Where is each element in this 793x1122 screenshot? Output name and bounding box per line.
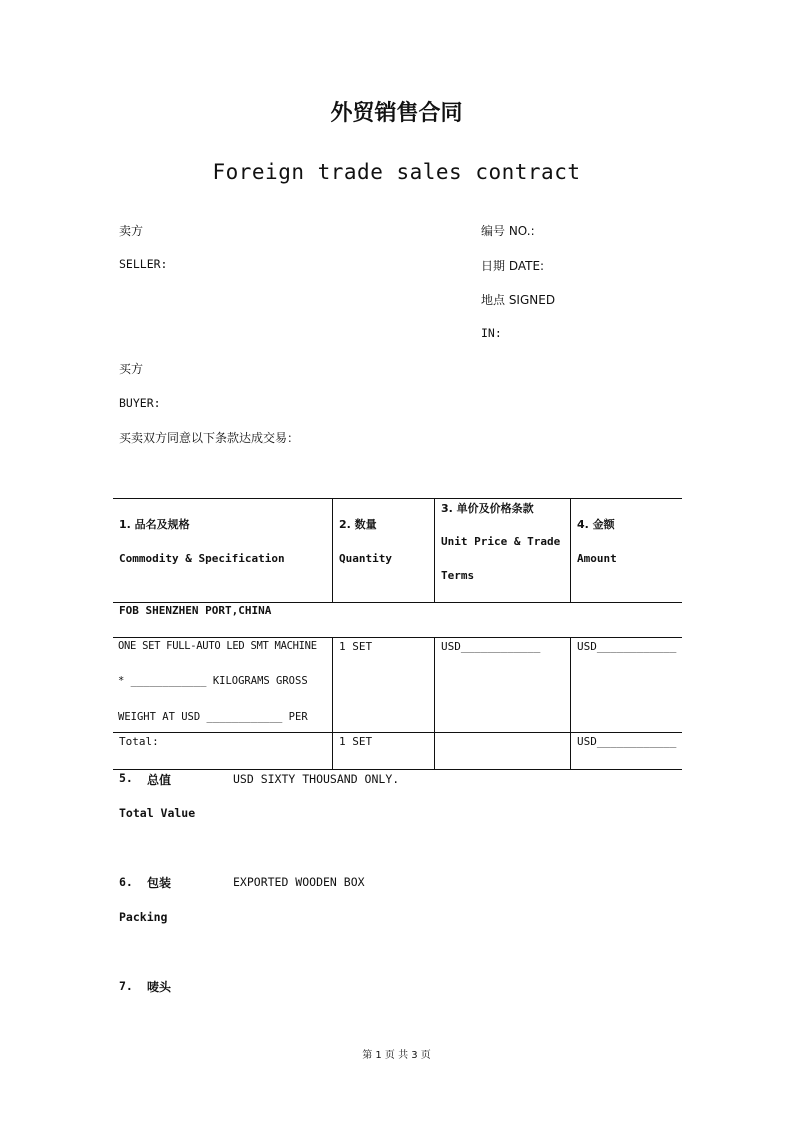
commodity-line-2: * ____________ KILOGRAMS GROSS — [118, 675, 308, 687]
buyer-label-en: BUYER: — [119, 396, 161, 410]
table-bottom-border — [113, 769, 682, 770]
agreement-text: 买卖双方同意以下条款达成交易： — [119, 431, 300, 445]
section7-number: 7. — [119, 979, 133, 993]
commodity-line-3: WEIGHT AT USD ____________ PER — [118, 711, 308, 723]
contract-no-label: 编号 NO.: — [481, 224, 535, 238]
section6-title-en: Packing — [119, 910, 168, 924]
section5-title-en: Total Value — [119, 806, 196, 820]
header-unit-price-en: Unit Price & Trade — [441, 535, 561, 548]
header-commodity-en: Commodity & Specification — [119, 552, 285, 565]
section6-value: EXPORTED WOODEN BOX — [233, 875, 365, 889]
table-top-border — [113, 498, 682, 499]
page-number-footer: 第 1 页 共 3 页 — [362, 1050, 431, 1061]
total-label: Total: — [119, 735, 159, 748]
quantity-value: 1 SET — [339, 640, 373, 653]
section5-value: USD SIXTY THOUSAND ONLY. — [233, 772, 400, 786]
table-col-divider — [332, 498, 333, 602]
table-fob-bottom-border — [113, 637, 682, 638]
seller-label-en: SELLER: — [119, 257, 168, 271]
signed-in-label: IN: — [481, 326, 502, 340]
header-quantity-en: Quantity — [339, 552, 392, 565]
header-amount-cn: 4. 金额 — [577, 518, 615, 531]
section5-title-cn: 总值 — [147, 773, 172, 787]
table-col-divider — [434, 498, 435, 602]
table-col-divider — [570, 498, 571, 602]
unit-price-value: USD____________ — [441, 640, 541, 653]
signed-at-label: 地点 SIGNED — [481, 293, 556, 307]
table-header-bottom-border — [113, 602, 682, 603]
header-unit-price-cn: 3. 单价及价格条款 — [441, 502, 534, 515]
section5-number: 5. — [119, 771, 133, 785]
buyer-label-cn: 买方 — [119, 362, 144, 376]
document-title-en: Foreign trade sales contract — [212, 160, 581, 184]
total-quantity: 1 SET — [339, 735, 373, 748]
table-col-divider — [332, 637, 333, 769]
commodity-line-1: ONE SET FULL-AUTO LED SMT MACHINE — [118, 640, 317, 652]
header-unit-price-en-2: Terms — [441, 569, 475, 582]
section7-title-cn: 唛头 — [147, 980, 172, 994]
header-quantity-cn: 2. 数量 — [339, 518, 377, 531]
header-commodity-cn: 1. 品名及规格 — [119, 518, 190, 531]
document-title-cn: 外贸销售合同 — [330, 100, 463, 126]
table-col-divider — [434, 637, 435, 769]
table-col-divider — [570, 637, 571, 769]
section6-title-cn: 包装 — [147, 876, 172, 890]
section6-number: 6. — [119, 875, 133, 889]
date-label: 日期 DATE: — [481, 259, 545, 273]
seller-label-cn: 卖方 — [119, 224, 144, 238]
header-amount-en: Amount — [577, 552, 617, 565]
total-amount: USD____________ — [577, 735, 677, 748]
amount-value: USD____________ — [577, 640, 677, 653]
table-row-bottom-border — [113, 732, 682, 733]
fob-terms: FOB SHENZHEN PORT,CHINA — [119, 604, 272, 617]
